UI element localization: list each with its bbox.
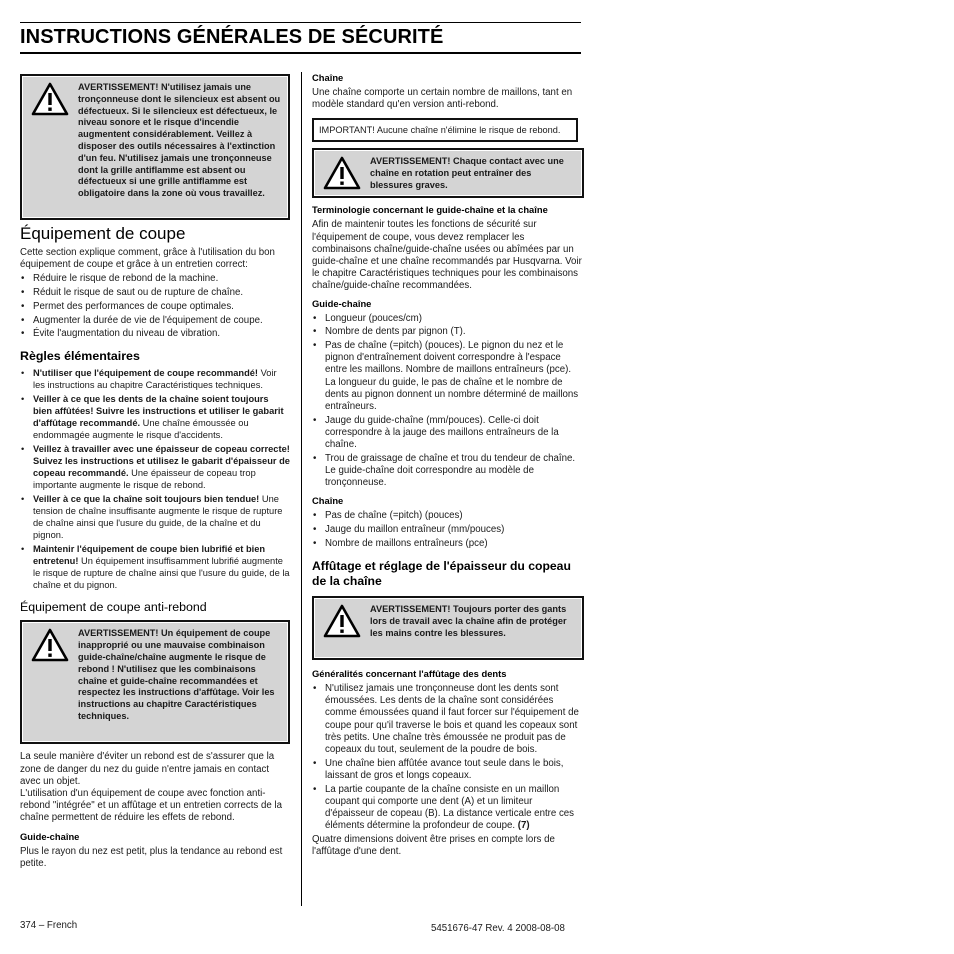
left-column	[20, 74, 290, 870]
list-item: • Évite l'augmentation du niveau de vibration.	[20, 328, 290, 340]
paragraph: L'utilisation d'un équipement de coupe avec fonction anti-rebond "intégrée" et un affûtage et un entretien corrects de la chaîne permettent de réduire les effets de rebond.	[20, 788, 282, 824]
column-divider	[301, 72, 302, 906]
paragraph: Quatre dimensions doivent être prises en compte lors de l'affûtage d'une dent.	[312, 834, 555, 858]
item-text: La partie coupante de la chaîne consiste en un maillon coupant qui comporte une dent (A) et un limiteur d'épaisseur de copeau (B). La distance verticale entre ces éléments détermine la profondeur de coupe.	[325, 783, 575, 832]
list-item	[312, 784, 584, 833]
rule-text: Une tension de chaîne insuffisante augmente le risque de rupture de chaîne ainsi que l'usure du guide, de la chaîne et du pignon.	[33, 493, 283, 540]
list-item	[312, 758, 584, 782]
list-item	[20, 393, 290, 441]
rule-bold: Maintenir l'équipement de coupe bien lubrifié et bien entretenu!	[33, 543, 266, 566]
list-item	[20, 493, 290, 541]
rule-bold: Veillez à travailler avec une épaisseur de copeau correcte! Suivez les instructions et utilisez le gabarit d'épaisseur de copeau recommandé.	[33, 443, 290, 478]
right-column	[312, 72, 584, 858]
list-item	[20, 543, 290, 591]
paragraph: Afin de maintenir toutes les fonctions de sécurité sur l'équipement de coupe, vous devez remplacer les combinaisons chaîne/guide-chaîne usées ou abîmées par un guide-chaîne et une chaîne recommandés par Husqvarna. Voir le chapitre Caractéristiques techniques pour les combinaisons chaîne/guide-chaîne recommandées.	[312, 219, 582, 292]
intro-paragraph: Cette section explique comment, grâce à l'utilisation du bon équipement de coupe et grâce à un entretien correct:	[20, 247, 275, 271]
list-item: • Jauge du guide-chaîne (mm/pouces). Celle-ci doit correspondre à la jauge des maillons entraîneurs de la chaîne.	[312, 415, 584, 452]
list-item: • Pas de chaîne (=pitch) (pouces). Le pignon du nez et le pignon d'entraînement doivent correspondre à l'espace entre les maillons. Nombre de maillons entraîneurs (pce). La longueur du guide, le pas de chaîne et le nombre de dents au pignon donnent un nombre déterminé de maillons entraîneurs.	[312, 340, 584, 413]
intro-list	[20, 273, 290, 340]
terminology-heading: Terminologie concernant le guide-chaîne et la chaîne	[312, 204, 548, 216]
general-heading: Généralités concernant l'affûtage des dents	[312, 668, 507, 680]
antirebound-heading: Équipement de coupe anti-rebond	[20, 599, 207, 614]
chain-heading: Chaîne	[312, 495, 344, 507]
list-item: • Nombre de maillons entraîneurs (pce)	[312, 538, 584, 550]
general-list	[312, 683, 584, 832]
section-title-cutting-equipment: Équipement de coupe	[20, 224, 186, 243]
warning-text: AVERTISSEMENT! Chaque contact avec une chaîne en rotation peut entraîner des blessures graves.	[370, 156, 564, 190]
list-item: • Permet des performances de coupe optimales.	[20, 301, 290, 313]
list-item: • Jauge du maillon entraîneur (mm/pouces)	[312, 524, 584, 536]
rule-text: Une épaisseur de copeau trop importante augmente le risque de rebond.	[33, 467, 256, 490]
page-title: INSTRUCTIONS GÉNÉRALES DE SÉCURITÉ	[20, 26, 444, 48]
paragraph: Une chaîne comporte un certain nombre de maillons, tant en modèle standard qu'en version anti-rebond.	[312, 87, 573, 111]
list-item	[20, 443, 290, 491]
paragraph: Plus le rayon du nez est petit, plus la tendance au rebond est petite.	[20, 845, 283, 869]
rules-heading: Règles élémentaires	[20, 349, 140, 364]
rule-bold: Veiller à ce que la chaîne soit toujours bien tendue!	[33, 493, 260, 504]
warning-text: AVERTISSEMENT! N'utilisez jamais une tronçonneuse dont le silencieux est absent ou défectueux. Si le silencieux est défectueux, le niveau sonore et le risque d'incendie augmentent considérablement. Veillez à disposer des outils nécessaires à l'extinction d'un feu. N'utilisez jamais une tronçonneuse dont la grille antiflamme est absent ou défectueux si une grille antiflamme est obligatoire dans la zone où vous travaillez.	[78, 82, 281, 199]
figure-reference: (7)	[517, 820, 530, 832]
list-item	[20, 367, 290, 391]
warning-box-gloves	[312, 596, 584, 660]
rule-text: Voir les instructions au chapitre Caractéristiques techniques.	[33, 367, 277, 390]
warning-box-silencer	[20, 74, 290, 220]
guide-list	[312, 313, 584, 490]
page-number: 374 – French	[20, 920, 78, 931]
important-box: IMPORTANT! Aucune chaîne n'élimine le risque de rebond.	[312, 118, 578, 142]
warning-text: AVERTISSEMENT! Toujours porter des gants lors de travail avec la chaîne afin de protéger les mains contre les blessures.	[370, 604, 567, 638]
rules-list	[20, 367, 290, 591]
list-item	[312, 683, 584, 756]
warning-box-antirebound	[20, 620, 290, 744]
rule-text: Un équipement insuffisamment lubrifié augmente le risque de rupture de chaîne ainsi que l'usure du guide, de la chaîne et du pignon.	[33, 555, 290, 590]
list-item: • Trou de graissage de chaîne et trou du tendeur de chaîne. Le guide-chaîne doit correspondre au modèle de tronçonneuse.	[312, 453, 584, 490]
document-reference: 5451676-47 Rev. 4 2008-08-08	[431, 923, 565, 934]
rule-text: Une chaîne émoussée ou endommagée augmente le risque d'accidents.	[33, 417, 249, 440]
rule-bold: Veiller à ce que les dents de la chaîne soient toujours bien affûtées! Suivre les instructions et utiliser le gabarit d'affûtage recommandé.	[33, 393, 284, 428]
warning-triangle-icon	[22, 622, 78, 742]
list-item: • Pas de chaîne (=pitch) (pouces)	[312, 510, 584, 522]
paragraph: La seule manière d'éviter un rebond est de s'assurer que la zone de danger du nez du guide n'entre jamais en contact avec un objet.	[20, 751, 275, 787]
rule-bold: N'utiliser que l'équipement de coupe recommandé!	[33, 367, 259, 378]
warning-box-contact	[312, 148, 584, 198]
warning-triangle-icon	[22, 76, 78, 218]
warning-text: AVERTISSEMENT! Un équipement de coupe inapproprié ou une mauvaise combinaison guide-chaîne/chaîne augmente le risque de rebond ! N'utilisez que les combinaisons chaîne et guide-chaîne recommandées et respectez les instructions d'affûtage. Voir les instructions au chapitre Caractéristiques techniques.	[78, 628, 275, 721]
chain-list	[312, 510, 584, 550]
list-item: • Nombre de dents par pignon (T).	[312, 326, 584, 338]
item-text: N'utilisez jamais une tronçonneuse dont les dents sont émoussées. Les dents de la chaîne sont considérées comme émoussées quand il faut forcer sur l'équipement de coupe pour qu'il traverse le bois et quand les copeaux sont très petits. Une chaîne très émoussée ne produit pas de copeaux du tout, seulement de la poudre de bois.	[325, 683, 579, 756]
warning-triangle-icon	[314, 598, 370, 658]
list-item: • Augmenter la durée de vie de l'équipement de coupe.	[20, 315, 290, 327]
list-item: • Longueur (pouces/cm)	[312, 313, 584, 325]
guide-heading: Guide-chaîne	[312, 297, 372, 309]
header-rule-top	[20, 22, 581, 23]
header-rule-bottom	[20, 52, 581, 54]
list-item: • Réduire le risque de rebond de la machine.	[20, 273, 290, 285]
warning-triangle-icon	[314, 150, 370, 196]
item-text: Une chaîne bien affûtée avance tout seule dans le bois, laissant de gros et longs copeaux.	[325, 757, 564, 781]
sharpening-heading: Affûtage et réglage de l'épaisseur du copeau de la chaîne	[312, 559, 571, 588]
guide-heading: Guide-chaîne	[20, 830, 80, 842]
list-item: • Réduit le risque de saut ou de rupture de chaîne.	[20, 287, 290, 299]
chain-heading: Chaîne	[312, 72, 344, 83]
